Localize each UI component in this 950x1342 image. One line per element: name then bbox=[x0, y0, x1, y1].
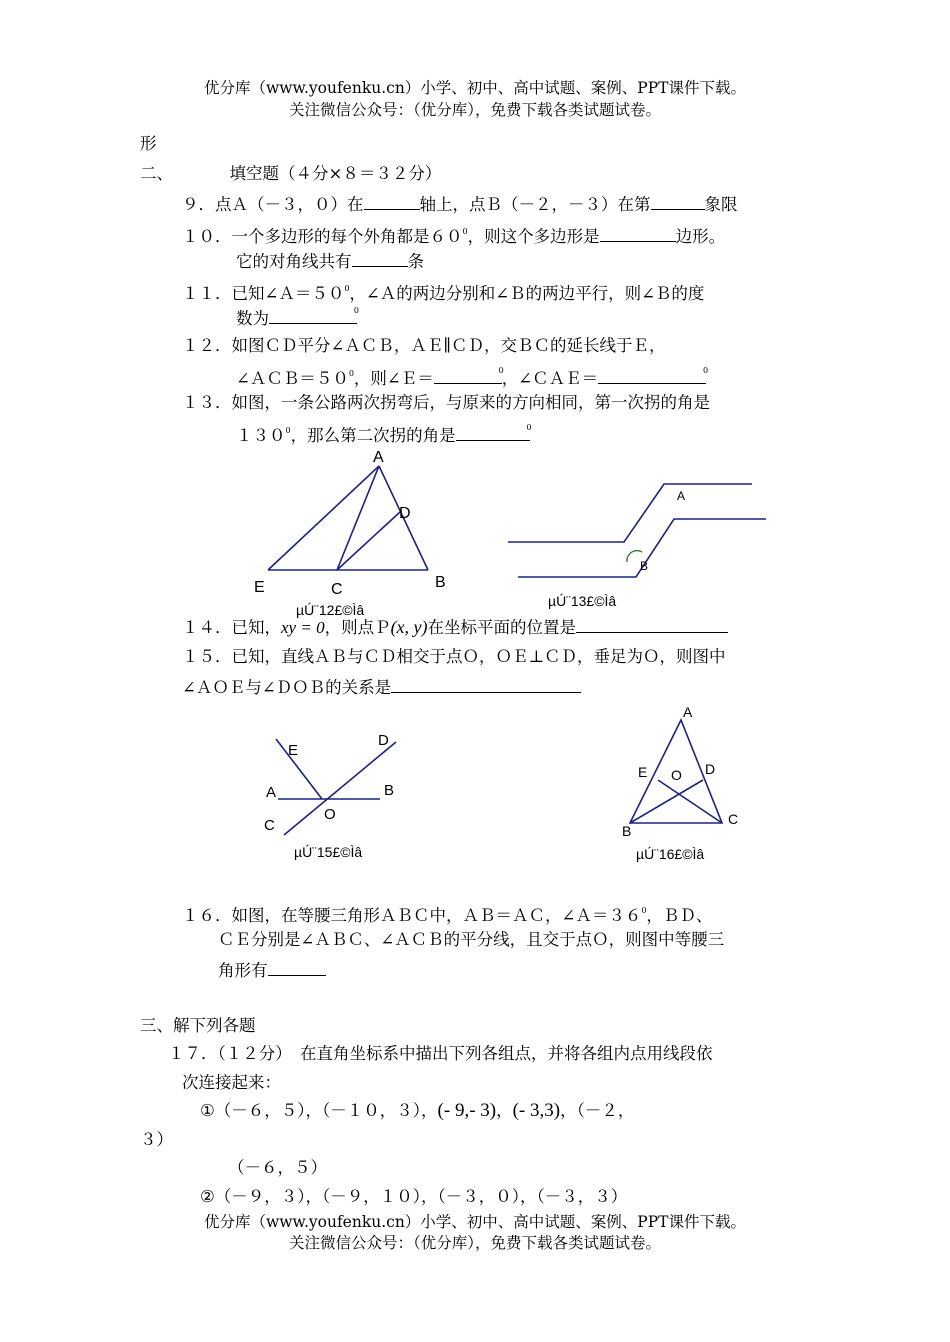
q14-text-c: 在坐标平面的位置是 bbox=[427, 618, 577, 637]
question-10-line-2 bbox=[236, 249, 424, 273]
q17-group1-point-2: (- 3,3) bbox=[512, 1100, 561, 1121]
fig15-caption: µÚ¨15£©Ìâ bbox=[294, 844, 363, 860]
fig12-label-e: E bbox=[254, 579, 265, 596]
question-12-line-2 bbox=[236, 363, 709, 390]
header-line-2: 关注微信公众号：（优分库），免费下载各类试题试卷。 bbox=[288, 101, 661, 119]
q11-blank-degree: 0 bbox=[353, 306, 359, 315]
q11-degree: 0 bbox=[344, 284, 350, 293]
q12-text-c: ，则∠Ｅ＝ bbox=[353, 369, 434, 388]
fig12-label-b: B bbox=[435, 574, 446, 591]
q9-text-b: 轴上，点Ｂ（－２，－３）在第 bbox=[419, 195, 651, 214]
figure-16 bbox=[610, 700, 760, 870]
q10-text-a: １０．一个多边形的每个外角都是６０ bbox=[182, 227, 463, 246]
q10-text-d: 它的对角线共有 bbox=[236, 252, 352, 271]
q9-text-a: ９．点Ａ（－３，０）在 bbox=[182, 195, 364, 214]
section-3-heading: 三、解下列各题 bbox=[140, 1016, 256, 1035]
q14-blank-position[interactable] bbox=[576, 615, 728, 633]
q13-blank-degree: 0 bbox=[526, 423, 532, 432]
carryover-text: 形 bbox=[140, 134, 157, 153]
question-17-group-1-cont: ３） bbox=[140, 1130, 173, 1149]
section-2-number: 二、 bbox=[140, 164, 173, 183]
q12-blank-degree-1: 0 bbox=[498, 366, 504, 375]
question-9 bbox=[182, 192, 738, 216]
question-15-line-2 bbox=[182, 675, 581, 699]
q11-blank-angle[interactable] bbox=[269, 306, 357, 324]
q14-expression: xy = 0 bbox=[281, 618, 325, 637]
header-line-1: 优分库（www.youfenku.cn）小学、初中、高中试题、案例、PPT课件下载。 bbox=[203, 79, 747, 97]
fig16-label-a: A bbox=[683, 704, 693, 720]
q16-blank-count[interactable] bbox=[268, 958, 326, 976]
question-17-group-1-end: （－６，５） bbox=[228, 1158, 327, 1177]
q16-text-d: 角形有 bbox=[218, 961, 268, 980]
fig12-line-ea bbox=[268, 466, 379, 570]
q11-text-c: 数为 bbox=[236, 309, 269, 328]
q12-text-b: ∠ＡＣＢ＝５０ bbox=[236, 369, 349, 388]
q12-blank-degree-2: 0 bbox=[702, 366, 709, 375]
question-15: １５．已知，直线ＡＢ与ＣＤ相交于点Ｏ，ＯＥ⊥ＣＤ，垂足为Ｏ，则图中 bbox=[182, 647, 726, 666]
question-13: １３．如图，一条公路两次拐弯后，与原来的方向相同，第一次拐的角是 bbox=[182, 393, 710, 412]
q12-blank-angle-e[interactable] bbox=[434, 366, 502, 384]
q16-text-b: ，ＢＤ、 bbox=[646, 906, 713, 925]
q9-blank-quadrant[interactable] bbox=[651, 192, 705, 210]
fig16-label-d: D bbox=[705, 761, 716, 777]
footer-line-2: 关注微信公众号：（优分库），免费下载各类试题试卷。 bbox=[288, 1234, 661, 1252]
question-16-line-3 bbox=[218, 958, 326, 982]
fig15-line-cd bbox=[284, 742, 396, 835]
q9-blank-axis[interactable] bbox=[364, 192, 420, 210]
q13-text-c: ，那么第二次拐的角是 bbox=[290, 426, 456, 445]
fig16-label-b: B bbox=[622, 823, 632, 839]
fig13-caption: µÚ¨13£©Ìâ bbox=[548, 593, 617, 609]
q15-text-b: ∠ＡＯＥ与∠ＤＯＢ的关系是 bbox=[182, 678, 392, 697]
question-16-line-2: ＣＥ分别是∠ＡＢＣ、∠ＡＣＢ的平分线，且交于点Ｏ，则图中等腰三 bbox=[218, 930, 725, 949]
question-10 bbox=[182, 221, 725, 248]
q10-text-b: ，则这个多边形是 bbox=[467, 227, 600, 246]
fig15-label-e: E bbox=[288, 742, 299, 759]
q10-text-c: 边形。 bbox=[675, 227, 726, 246]
q14-point: (x, y) bbox=[390, 617, 428, 637]
footer-line-1: 优分库（www.youfenku.cn）小学、初中、高中试题、案例、PPT课件下载。 bbox=[203, 1213, 747, 1231]
figure-15 bbox=[250, 725, 420, 865]
question-17-group-1 bbox=[200, 1100, 634, 1122]
q14-text-a: １４．已知， bbox=[182, 618, 281, 637]
fig13-label-a: A bbox=[677, 489, 686, 503]
question-16 bbox=[182, 900, 712, 927]
q17-group1-point-1: (- 9,- 3) bbox=[437, 1100, 497, 1121]
section-2-title: 填空题（４分×８＝３２分） bbox=[229, 164, 442, 183]
section-2-heading bbox=[140, 163, 441, 185]
question-12: １２．如图ＣＤ平分∠ＡＣＢ，ＡＥ∥ＣＤ，交ＢＣ的延长线于Ｅ， bbox=[182, 336, 666, 355]
fig15-label-a: A bbox=[266, 784, 277, 801]
question-11 bbox=[182, 278, 704, 305]
fig15-ray-oe bbox=[276, 739, 322, 799]
fig12-caption: µÚ¨12£©Ìâ bbox=[296, 602, 365, 618]
question-17: １７．（１２分） 在直角坐标系中描出下列各组点，并将各组内点用线段依 bbox=[168, 1044, 713, 1063]
q14-text-b: ，则点Ｐ bbox=[324, 618, 391, 637]
figure-12 bbox=[240, 440, 470, 620]
figure-13 bbox=[500, 470, 780, 615]
question-11-line-2 bbox=[236, 306, 357, 330]
q10-degree: 0 bbox=[462, 227, 468, 236]
fig16-label-o: O bbox=[671, 767, 682, 783]
q12-text-d: ，∠ＣＡＥ＝ bbox=[501, 369, 599, 388]
q11-text-a: １１．已知∠Ａ＝５０ bbox=[182, 284, 345, 303]
fig12-label-d: D bbox=[399, 505, 411, 522]
q11-text-b: ，∠Ａ的两边分别和∠Ｂ的两边平行，则∠Ｂ的度 bbox=[349, 284, 705, 303]
q13-text-b: １３０ bbox=[236, 426, 286, 445]
q13-degree: 0 bbox=[285, 426, 291, 435]
question-14 bbox=[182, 615, 728, 639]
q9-text-c: 象限 bbox=[704, 195, 738, 214]
fig13-label-b: B bbox=[640, 559, 649, 573]
fig16-label-e: E bbox=[638, 764, 648, 780]
fig15-label-c: C bbox=[264, 817, 275, 834]
fig15-label-b: B bbox=[384, 782, 395, 799]
q12-blank-angle-cae[interactable] bbox=[598, 366, 709, 384]
question-17-group-2: ②（－９，３），（－９，１０），（－３，０），（－３，３） bbox=[200, 1187, 628, 1206]
q17-group1-text-b: ，（－２， bbox=[560, 1101, 635, 1120]
q16-text-a: １６．如图，在等腰三角形ＡＢＣ中，ＡＢ＝ＡＣ，∠Ａ＝３６ bbox=[182, 906, 642, 925]
q17-group1-separator: ， bbox=[496, 1101, 513, 1120]
fig13-road-upper bbox=[508, 484, 752, 542]
fig16-caption: µÚ¨16£©Ìâ bbox=[636, 846, 705, 862]
q13-blank-angle[interactable] bbox=[456, 423, 530, 441]
question-17-line-2: 次连接起来： bbox=[182, 1073, 281, 1092]
fig16-label-c: C bbox=[728, 811, 739, 827]
q10-blank-polygon[interactable] bbox=[600, 224, 676, 242]
fig12-label-c: C bbox=[331, 581, 343, 598]
fig15-label-d: D bbox=[378, 732, 389, 749]
q16-degree: 0 bbox=[641, 906, 647, 915]
fig12-line-cd bbox=[337, 512, 400, 570]
fig12-line-ca bbox=[337, 466, 379, 570]
fig12-label-a: A bbox=[373, 449, 384, 466]
fig15-label-o: O bbox=[324, 806, 336, 823]
q10-blank-diagonals[interactable] bbox=[352, 249, 408, 267]
q10-text-e: 条 bbox=[407, 252, 424, 271]
q15-blank-relation[interactable] bbox=[391, 675, 581, 693]
q12-degree: 0 bbox=[348, 369, 354, 378]
q17-group1-text-a: ①（－６，５），（－１０，３）， bbox=[200, 1101, 438, 1120]
